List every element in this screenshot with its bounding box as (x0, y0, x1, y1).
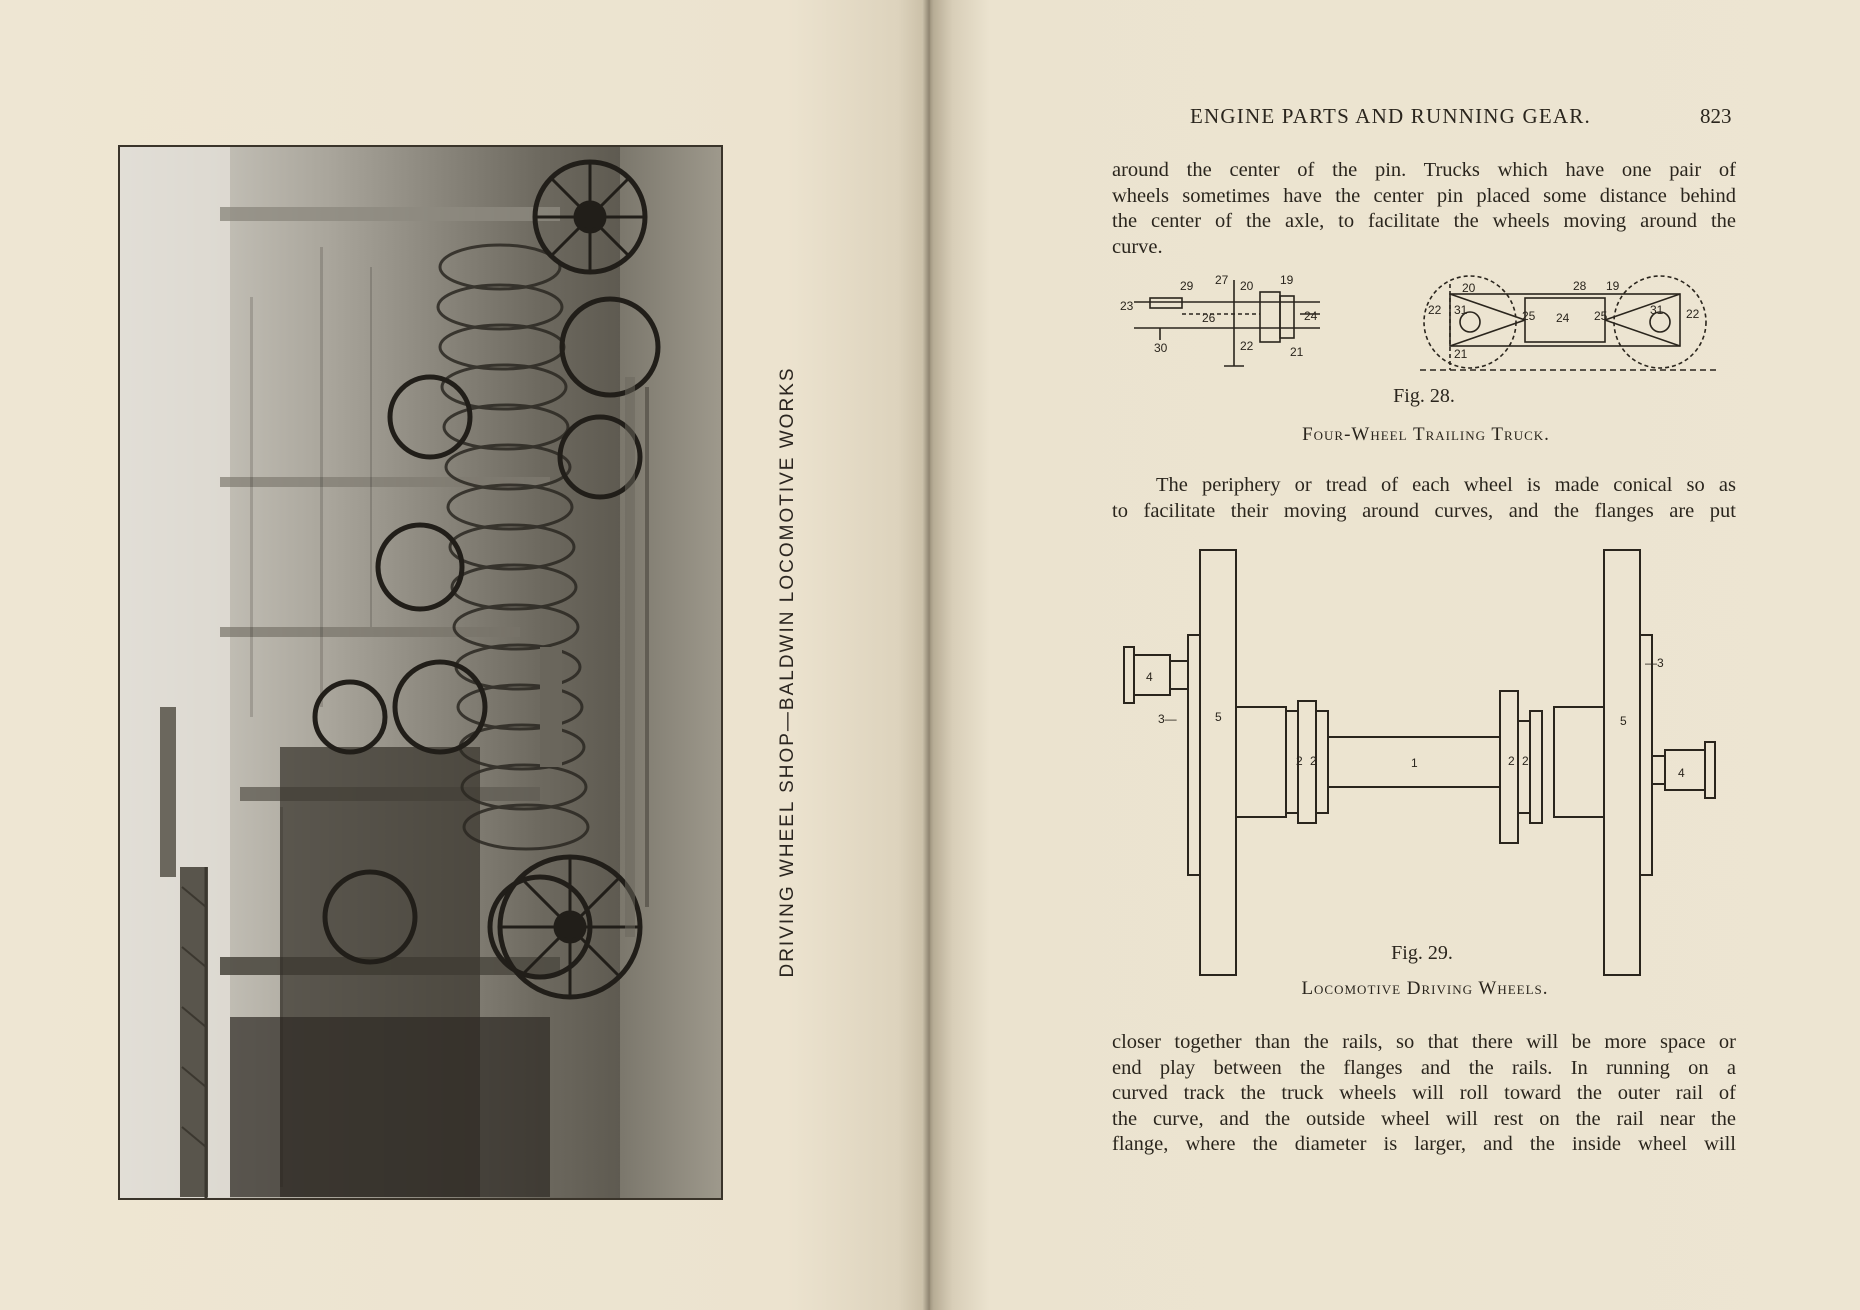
svg-text:2: 2 (1522, 754, 1529, 768)
svg-text:—3: —3 (1645, 656, 1664, 670)
svg-text:19: 19 (1606, 279, 1620, 293)
text-line: closer together than the rails, so that there will be more space or (1112, 1031, 1736, 1053)
svg-text:4: 4 (1146, 670, 1153, 684)
page-number: 823 (1700, 104, 1732, 128)
figure-28-label: Fig. 28. (1393, 385, 1455, 407)
svg-text:24: 24 (1304, 309, 1318, 323)
svg-text:5: 5 (1620, 714, 1627, 728)
svg-text:26: 26 (1202, 311, 1216, 325)
svg-text:1: 1 (1411, 756, 1418, 770)
svg-text:25: 25 (1594, 309, 1608, 323)
svg-text:2: 2 (1296, 754, 1303, 768)
svg-text:29: 29 (1180, 279, 1194, 293)
running-head: ENGINE PARTS AND RUNNING GEAR. (1190, 104, 1591, 128)
svg-text:20: 20 (1462, 281, 1476, 295)
svg-text:19: 19 (1280, 273, 1294, 287)
svg-text:24: 24 (1556, 311, 1570, 325)
svg-text:28: 28 (1573, 279, 1587, 293)
text-line: curve. (1112, 235, 1163, 258)
text-line: curved track the truck wheels will roll toward the outer rail of (1112, 1082, 1736, 1104)
svg-text:27: 27 (1215, 273, 1229, 287)
text-line: the curve, and the outside wheel will rest on the rail near the (1112, 1107, 1736, 1130)
text-line: flange, where the diameter is larger, and the inside wheel will (1112, 1133, 1736, 1155)
text-line: The periphery or tread of each wheel is made conical so as (1156, 474, 1736, 496)
paragraph-1 (1112, 158, 1736, 260)
svg-text:3—: 3— (1158, 712, 1177, 726)
svg-text:25: 25 (1522, 309, 1536, 323)
photo-plate-wheel-shop (118, 145, 723, 1200)
svg-text:31: 31 (1454, 303, 1468, 317)
figure-29-diagram (1110, 545, 1730, 985)
text-line: wheels sometimes have the center pin placed some distance behind (1112, 184, 1736, 207)
svg-text:21: 21 (1454, 347, 1468, 361)
svg-text:4: 4 (1678, 766, 1685, 780)
text-line: the center of the axle, to facilitate the wheels moving around the (1112, 210, 1736, 232)
text-line: around the center of the pin. Trucks which have one pair of (1112, 159, 1736, 181)
svg-text:23: 23 (1120, 299, 1134, 313)
plate-caption: DRIVING WHEEL SHOP—BALDWIN LOCOMOTIVE WORKS (777, 366, 798, 978)
paragraph-3 (1112, 1030, 1736, 1158)
figure-29-title: Locomotive Driving Wheels. (1301, 978, 1549, 999)
paragraph-2 (1112, 473, 1736, 524)
svg-text:2: 2 (1508, 754, 1515, 768)
svg-text:2: 2 (1310, 754, 1317, 768)
text-line: to facilitate their moving around curves, and the flanges are put (1112, 499, 1736, 522)
figure-29-label: Fig. 29. (1391, 942, 1453, 964)
figure-28-diagram (1120, 270, 1720, 385)
svg-text:5: 5 (1215, 710, 1222, 724)
svg-text:22: 22 (1428, 303, 1442, 317)
left-page (0, 0, 926, 1310)
svg-text:31: 31 (1650, 303, 1664, 317)
figure-28-title: Four-Wheel Trailing Truck. (1302, 424, 1550, 445)
svg-text:21: 21 (1290, 345, 1304, 359)
svg-text:22: 22 (1240, 339, 1254, 353)
svg-text:22: 22 (1686, 307, 1700, 321)
svg-text:30: 30 (1154, 341, 1168, 355)
text-line: end play between the flanges and the rails. In running on a (1112, 1056, 1736, 1079)
svg-text:20: 20 (1240, 279, 1254, 293)
